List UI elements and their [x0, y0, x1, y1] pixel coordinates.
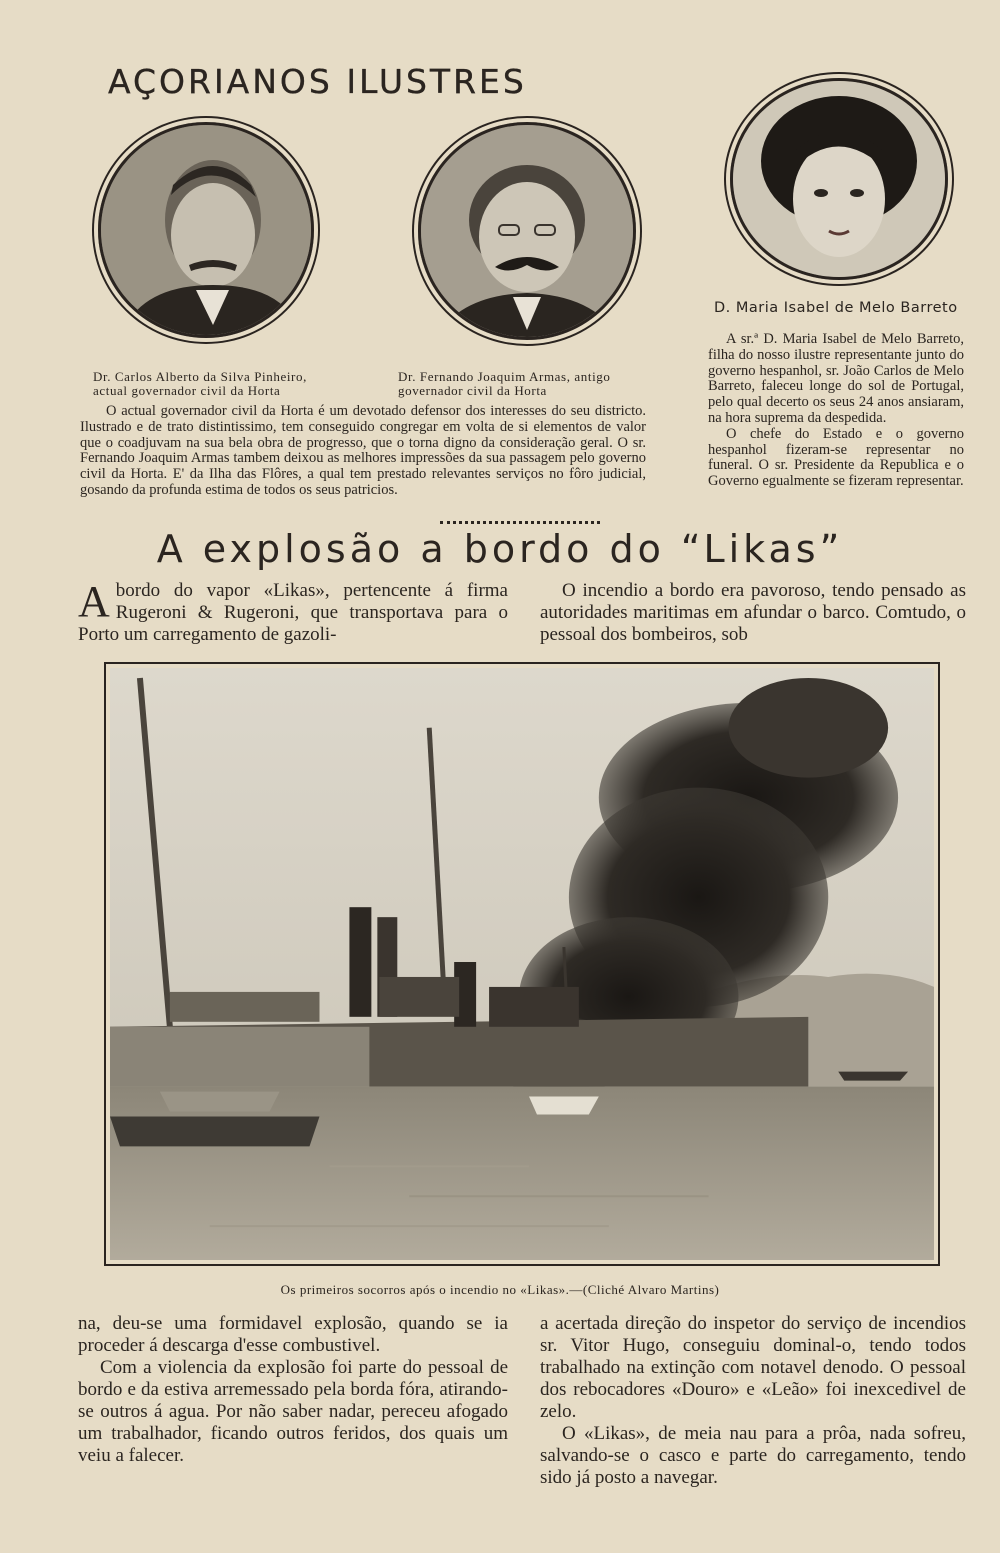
- caption-maria-isabel: D. Maria Isabel de Melo Barreto: [714, 300, 958, 316]
- photo-caption: Os primeiros socorros após o incendio no «Likas».—(Cliché Alvaro Martins): [280, 1282, 720, 1297]
- article-headline: A explosão a bordo do “Likas”: [156, 527, 844, 571]
- intro-paragraph: O actual governador civil da Horta é um devotado defensor dos interesses do seu districto. Ilustrado e de trato distintissimo, tem conseguido congregar em volta de si elementos de valor que o coadjuvam na sua bela obra de progresso, que o torna digno da consideração geral. O sr. Fernando Joaquim Armas tambem deixou as melhores impressões da sua passagem pelo governo civil da Horta. E' da Ilha das Flôres, a qual tem prestado relevantes serviços no fôro judicial, gosando da profunda estima de todos os seus patricios.: [80, 403, 646, 498]
- article-paragraph: O «Likas», de meia nau para a prôa, nada sofreu, salvando-se o casco e parte do carregamento, tendo sido já posto a navegar.: [540, 1423, 966, 1488]
- isabel-paragraph-2: O chefe do Estado e o governo hespanhol fizeram-se representar no funeral. O sr. Presidente da Republica e o Governo egualmente se fizeram representar.: [708, 425, 964, 490]
- caption-carlos-pinheiro: Dr. Carlos Alberto da Silva Pinheiro, actual governador civil da Horta: [93, 369, 307, 398]
- article-top-left-text: bordo do vapor «Likas», pertencente á firma Rugeroni & Rugeroni, que transportava para o Porto um carregamento de gazoli-: [78, 580, 508, 645]
- caption-fernando-armas: Dr. Fernando Joaquim Armas, antigo governador civil da Horta: [398, 369, 611, 398]
- article-bottom-left-column: [78, 1313, 508, 1467]
- ship-fire-photo: [104, 662, 940, 1266]
- isabel-obituary: [708, 332, 964, 490]
- article-top-right-text: O incendio a bordo era pavoroso, tendo pensado as autoridades maritimas em afundar o barco. Comtudo, o pessoal dos bombeiros, sob: [540, 580, 966, 645]
- article-paragraph: na, deu-se uma formidavel explosão, quando se ia proceder á descarga d'esse combustivel.: [78, 1313, 508, 1356]
- article-paragraph: a acertada direção do inspetor do serviço de incendios sr. Vitor Hugo, conseguiu dominal-o, tendo todos trabalhado na extinção com notavel denodo. O pessoal dos rebocadores «Douro» e «Leão» foi inexcedivel de zelo.: [540, 1313, 966, 1422]
- drop-cap: A: [78, 577, 110, 626]
- section-title: AÇORIANOS ILUSTRES: [108, 62, 527, 101]
- isabel-paragraph-1: A sr.ª D. Maria Isabel de Melo Barreto, filha do nosso ilustre representante junto do governo hespanhol, sr. João Carlos de Melo Barreto, faleceu longe do sol de Portugal, pelo qual decerto os seus 24 anos ansiaram, na hora suprema d⁠a despedida.: [708, 331, 964, 426]
- article-paragraph: Com a violencia da explosão foi parte do pessoal de bordo e da estiva arremessado pela borda fóra, atirando-se outros á agua. Por não saber nadar, pereceu afogado um trabalhador, ficando outros feridos, dos quais um veiu a falecer.: [78, 1357, 508, 1466]
- portrait-carlos-pinheiro: [98, 122, 314, 338]
- portrait-maria-isabel: [730, 78, 948, 280]
- portrait-fernando-armas: [418, 122, 636, 340]
- article-top-left-column: [78, 577, 508, 646]
- article-bottom-right-column: [540, 1313, 966, 1489]
